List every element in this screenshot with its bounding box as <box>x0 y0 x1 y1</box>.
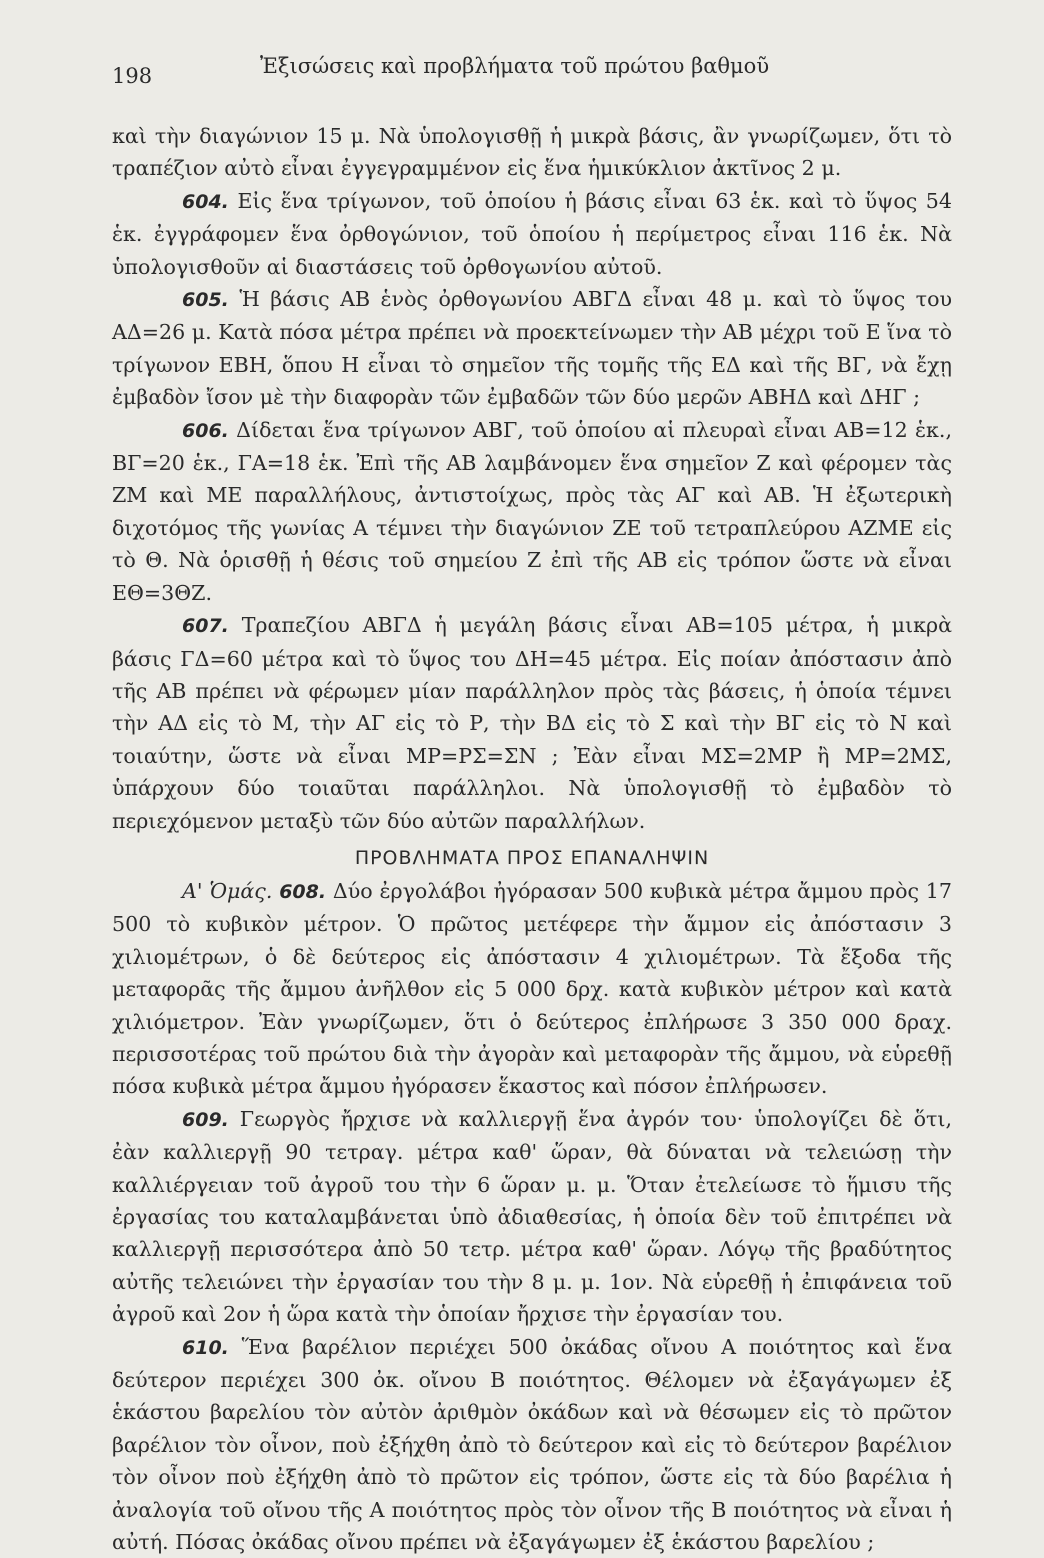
problem-text: Δίδεται ἕνα τρίγωνον ΑΒΓ, τοῦ ὁποίου αἱ πλευραὶ εἶναι ΑΒ=12 ἑκ., ΒΓ=20 ἑκ., ΓΑ=18 ἑκ. Ἐπὶ τῆς ΑΒ λαμβάνομεν ἕνα σημεῖον Ζ καὶ φέρομεν τὰς ΖΜ καὶ ΜΕ παραλλήλους, ἀντιστοίχως, πρὸς τὰς ΑΓ καὶ ΑΒ. Ἡ ἐξωτερικὴ διχοτόμος τῆς γωνίας Α τέμνει τὴν διαγώνιον ΖΕ τοῦ τετραπλεύρου ΑΖΜΕ εἰς τὸ Θ. Νὰ ὁρισθῇ ἡ θέσις τοῦ σημείου Ζ ἐπὶ τῆς ΑΒ εἰς τρόπον ὥστε νὰ εἶναι ΕΘ=3ΘΖ. <box>112 417 952 605</box>
paragraph-continuation <box>112 120 952 185</box>
problem-608 <box>112 875 952 1103</box>
problem-text: Ἡ βάσις ΑΒ ἑνὸς ὀρθογωνίου ΑΒΓΔ εἶναι 48 μ. καὶ τὸ ὕψος του ΑΔ=26 μ. Κατὰ πόσα μέτρα πρέπει νὰ προεκτείνωμεν τὴν ΑΒ μέχρι τοῦ Ε ἵνα τὸ τρίγωνον ΕΒΗ, ὅπου Η εἶναι τὸ σημεῖον τῆς τομῆς τῆς ΕΔ καὶ τῆς ΒΓ, νὰ ἔχῃ ἐμβαδὸν ἴσον μὲ τὴν διαφορὰν τῶν ἐμβαδῶν τῶν δύο μερῶν ΑΒΗΔ καὶ ΔΗΓ ; <box>112 287 952 410</box>
problem-text: Γεωργὸς ἤρχισε νὰ καλλιεργῇ ἕνα ἀγρόν του· ὑπολογίζει δὲ ὅτι, ἐὰν καλλιεργῇ 90 τετραγ. μέτρα καθ' ὥραν, θὰ δύναται νὰ τελειώσῃ τὴν καλλιέργειαν τοῦ ἀγροῦ του τὴν 6 ὥραν μ. μ. Ὅταν ἐτελείωσε τὸ ἥμισυ τῆς ἐργασίας του καταλαμβάνεται ὑπὸ ἀδιαθεσίας, ἡ ὁποία δὲν τοῦ ἐπιτρέπει νὰ καλλιεργῇ περισσότερα ἀπὸ 50 τετρ. μέτρα καθ' ὥραν. Λόγῳ τῆς βραδύτητος αὐτῆς τελειώνει τὴν ἐργασίαν του τὴν 8 μ. μ. 1ον. Νὰ εὑρεθῇ ἡ ἐπιφάνεια τοῦ ἀγροῦ καὶ 2ον ἡ ὥρα κατὰ τὴν ὁποίαν ἤρχισε τὴν ἐργασίαν του. <box>112 1106 953 1327</box>
group-label: Α' Ὁμάς. <box>182 878 273 903</box>
problem-604 <box>112 185 952 283</box>
problem-605 <box>112 283 952 414</box>
problem-number: 607. <box>182 615 229 638</box>
problem-609 <box>112 1103 952 1331</box>
page-body <box>112 120 952 1558</box>
running-title: Ἐξισώσεις καὶ προβλήματα τοῦ πρώτου βαθμοῦ <box>260 54 770 78</box>
paragraph-text: καὶ τὴν διαγώνιον 15 μ. Νὰ ὑπολογισθῇ ἡ μικρὰ βάσις, ἂν γνωρίζωμεν, ὅτι τὸ τραπέζιον αὐτὸ εἶναι ἐγγεγραμμένον εἰς ἕνα ἡμικύκλιον ἀκτῖνος 2 μ. <box>112 124 952 181</box>
problem-number: 606. <box>182 419 229 442</box>
page-number: 198 <box>112 64 153 88</box>
problem-606 <box>112 414 952 609</box>
problem-number: 609. <box>182 1108 229 1131</box>
problem-text: Ἕνα βαρέλιον περιέχει 500 ὀκάδας οἴνου Α ποιότητος καὶ ἕνα δεύτερον περιέχει 300 ὀκ. οἴνου Β ποιότητος. Θέλομεν νὰ ἐξαγάγωμεν ἐξ ἑκάστου βαρελίου τὸν αὐτὸν ἀριθμὸν ὀκάδων καὶ νὰ θέσωμεν εἰς τὸ πρῶτον βαρέλιον τὸν οἶνον, ποὺ ἐξήχθη ἀπὸ τὸ δεύτερον καὶ εἰς τὸ δεύτερον βαρέλιον τὸν οἶνον ποὺ ἐξήχθη ἀπὸ τὸ πρῶτον εἰς τρόπον, ὥστε εἰς τὰ δύο βαρέλια ἡ ἀναλογία τοῦ οἴνου τῆς Α ποιότητος πρὸς τὸν οἶνον τῆς Β ποιότητος νὰ εἶναι ἡ αὐτή. Πόσας ὀκάδας οἴνου πρέπει νὰ ἐξαγάγωμεν ἐξ ἑκάστου βαρελίου ; <box>112 1334 952 1555</box>
problem-number: 604. <box>182 190 229 213</box>
problem-607 <box>112 609 952 837</box>
problem-text: Τραπεζίου ΑΒΓΔ ἡ μεγάλη βάσις εἶναι ΑΒ=105 μέτρα, ἡ μικρὰ βάσις ΓΔ=60 μέτρα καὶ τὸ ὕψος του ΔΗ=45 μέτρα. Εἰς ποίαν ἀπόστασιν ἀπὸ τῆς ΑΒ πρέπει νὰ φέρωμεν μίαν παράλληλον πρὸς τὰς βάσεις, ἡ ὁποία τέμνει τὴν ΑΔ εἰς τὸ Μ, τὴν ΑΓ εἰς τὸ Ρ, τὴν ΒΔ εἰς τὸ Σ καὶ τὴν ΒΓ εἰς τὸ Ν καὶ τοιαύτην, ὥστε νὰ εἶναι ΜΡ=ΡΣ=ΣΝ ; Ἐὰν εἶναι ΜΣ=2ΜΡ ἢ ΜΡ=2ΜΣ, ὑπάρχουν δύο τοιαῦται παράλληλοι. Νὰ ὑπολογισθῇ τὸ ἐμβαδὸν τὸ περιεχόμενον μεταξὺ τῶν δύο αὐτῶν παραλλήλων. <box>112 613 953 833</box>
problem-text: Δύο ἐργολάβοι ἠγόρασαν 500 κυβικὰ μέτρα ἄμμου πρὸς 17 500 τὸ κυβικὸν μέτρον. Ὁ πρῶτος μετέφερε τὴν ἄμμον εἰς ἀπόστασιν 3 χιλιομέτρων, ὁ δὲ δεύτερος εἰς ἀπόστασιν 4 χιλιομέτρων. Τὰ ἔξοδα τῆς μεταφορᾶς τῆς ἄμμου ἀνῆλθον εἰς 5 000 δρχ. κατὰ κυβικὸν μέτρον καὶ κατὰ χιλιόμετρον. Ἐὰν γνωρίζωμεν, ὅτι ὁ δεύτερος ἐπλήρωσε 3 350 000 δραχ. περισσοτέρας τοῦ πρώτου διὰ τὴν ἀγορὰν καὶ μεταφορὰν τῆς ἄμμου, νὰ εὑρεθῇ πόσα κυβικὰ μέτρα ἄμμου ἠγόρασεν ἕκαστος καὶ πόσον ἐπλήρωσεν. <box>112 878 952 1099</box>
problem-number: 610. <box>182 1336 229 1359</box>
problem-text: Εἰς ἕνα τρίγωνον, τοῦ ὁποίου ἡ βάσις εἶναι 63 ἑκ. καὶ τὸ ὕψος 54 ἑκ. ἐγγράφομεν ἕνα ὀρθογώνιον, τοῦ ὁποίου ἡ περίμετρος εἶναι 116 ἑκ. Νὰ ὑπολογισθοῦν αἱ διαστάσεις τοῦ ὀρθογωνίου αὐτοῦ. <box>112 188 953 279</box>
problem-number: 605. <box>182 289 229 312</box>
problem-number: 608. <box>279 880 327 903</box>
page-header <box>112 46 952 90</box>
section-heading: ΠΡΟΒΛΗΜΑΤΑ ΠΡΟΣ ΕΠΑΝΑΛΗΨΙΝ <box>354 846 710 869</box>
problem-610 <box>112 1331 952 1558</box>
